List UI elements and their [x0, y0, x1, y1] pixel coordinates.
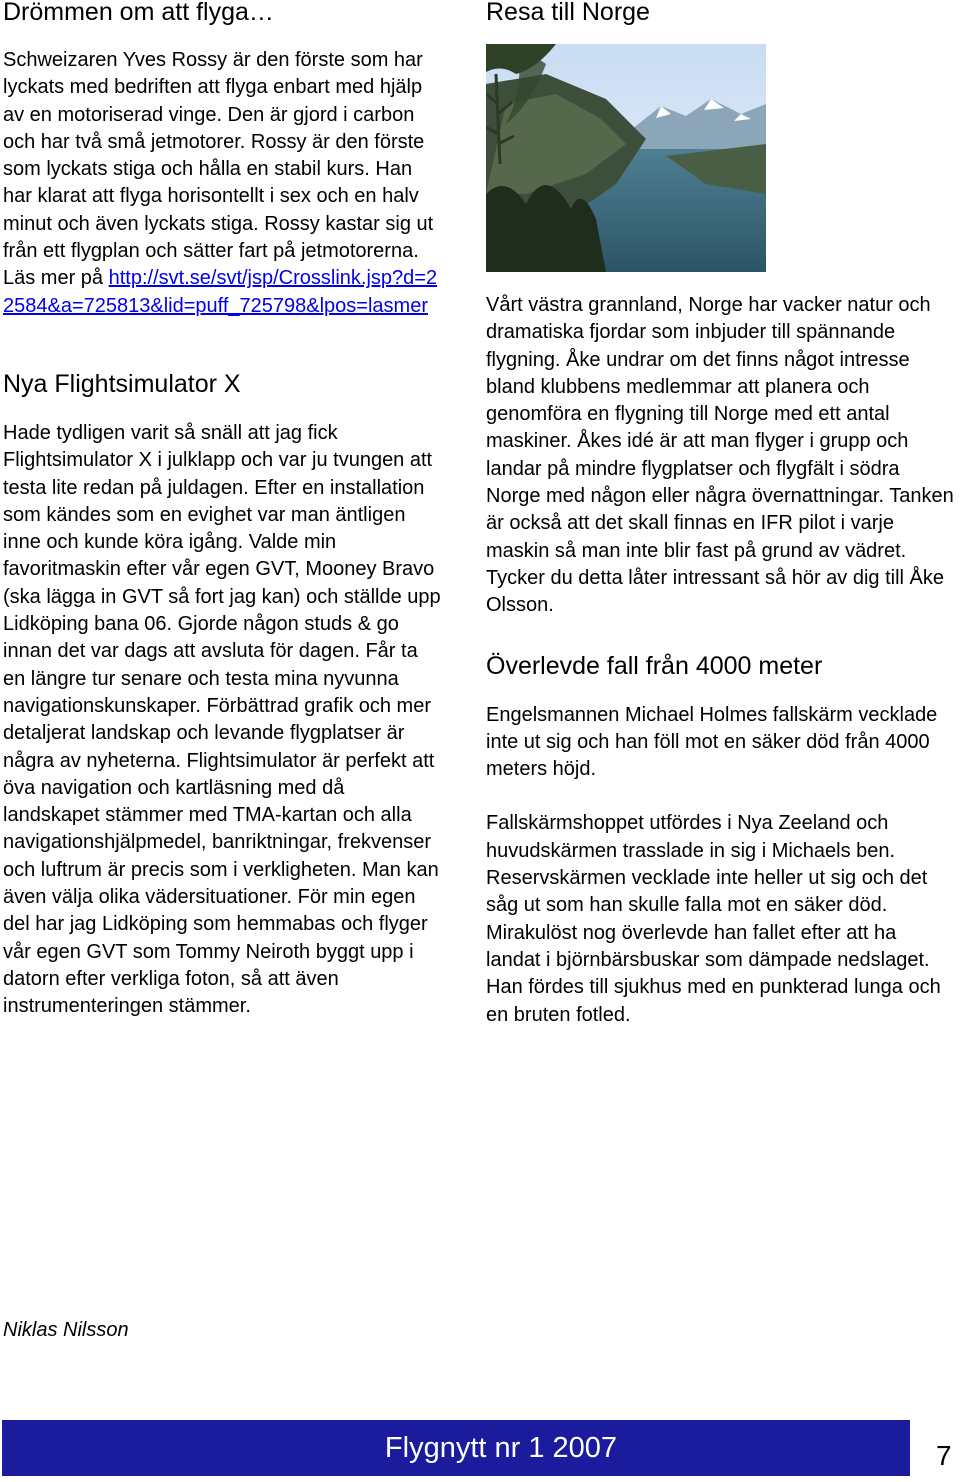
- article-title-overlevde: Överlevde fall från 4000 meter: [486, 651, 823, 680]
- page-number: 7: [936, 1440, 952, 1471]
- fjord-photo: [486, 44, 766, 272]
- article-body-drommen: [3, 47, 443, 320]
- article-body-overlevde-2: Fallskärmshoppet utfördes i Nya Zeeland och huvudskärmen trasslade in sig i Michaels ben. Reservskärmen vecklade inte heller ut sig och det såg ut som han skulle falla mot en säker död. Mirakulöst nog överlevde han fallet efter att ha landat i björnbärsbuskar som dämpade nedslaget. Han fördes till sjukhus med en punkterad lunga och en bruten fotled.: [486, 812, 941, 1026]
- drommen-intro-text: Schweizaren Yves Rossy är den förste som har lyckats med bedriften att flyga enbart med hjälp av en motoriserad vinge. Den är gjord i carbon och har två små jetmotorer. Rossy är den förste som lyckats stiga och hålla en stabil kurs. Han har klarat att flyga horisontellt i sex och en halv minut och även lyckats stiga. Rossy kastar sig ut från ett flygplan och sätter fart på jetmotorerna. Läs mer på: [3, 49, 434, 290]
- article-body-overlevde-1: Engelsmannen Michael Holmes fallskärm vecklade inte ut sig och han föll mot en säker död från 4000 meters höjd.: [486, 703, 938, 781]
- svt-article-link[interactable]: http://svt.se/svt/jsp/Crosslink.jsp?d=22584&a=725813&lid=puff_725798&lpos=lasmer: [3, 267, 438, 317]
- author-byline: Niklas Nilsson: [3, 1319, 129, 1341]
- article-body-flightsim: Hade tydligen varit så snäll att jag fick Flightsimulator X i julklapp och var ju tvungen att testa lite redan på juldagen. Efter en installation som kändes som en evighet var man äntligen inne och kunde köra igång. Valde min favoritmaskin efter vår egen GVT, Mooney Bravo (ska lägga in GVT så fort jag kan) och ställde upp Lidköping bana 06. Gjorde någon studs & go innan det var dags att avsluta för dagen. Får ta en längre tur senare och testa mina nyvunna navigationskunskaper. Förbättrad grafik och mer detaljerat landskap och levande flygplatser är några av nyheterna. Flightsimulator är perfekt att öva navigation och kartläsning med då landskapet stämmer med TMA-kartan och alla navigationshjälpmedel, banriktningar, frekvenser och luftrum är precis som i verkligheten. Man kan även välja olika vädersituationer. För min egen del har jag Lidköping som hemmabas och flyger vår egen GVT som Tommy Neiroth byggt upp i datorn efter verkliga foton, så att även instrumenteringen stämmer.: [3, 421, 441, 1018]
- article-title-norge: Resa till Norge: [486, 0, 650, 26]
- article-title-flightsim: Nya Flightsimulator X: [3, 369, 241, 398]
- publication-name: Flygnytt nr 1 2007: [384, 1431, 618, 1464]
- left-column: [3, 0, 443, 1021]
- article-body-norge: Vårt västra grannland, Norge har vacker natur och dramatiska fjordar som inbjuder till spännande flygning. Åke undrar om det finns något intresse bland klubbens medlemmar att planera och genomföra en flygning till Norge med ett antal maskiner. Åkes idé är att man flyger i grupp och landar på mindre flygplatser och flygfält i södra Norge med någon eller några övernattningar. Tanken är också att det skall finnas en IFR pilot i varje maskin så man inte blir fast på grund av vädret. Tycker du detta låter intressant så hör av dig till Åke Olsson.: [486, 294, 954, 617]
- footer-bar: [2, 1420, 910, 1476]
- right-column: [486, 0, 956, 1029]
- article-title-drommen: Drömmen om att flyga…: [3, 0, 274, 26]
